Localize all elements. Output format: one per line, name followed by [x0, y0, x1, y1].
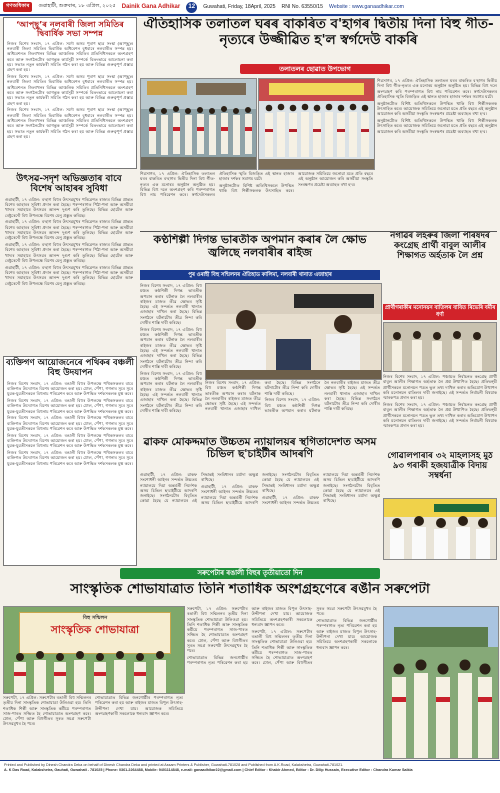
story-apsu-headline: ‘আপ্ছু’ৰ নলবাৰী জিলা সমিতিৰ দ্বিবাৰ্ষিক সভা সম্পন্ন: [16, 19, 124, 39]
story-travellers-bihu: [3, 356, 137, 566]
center-body-right: নিজৰ বিশেষ সংবাদ, ১৭ এপ্ৰিল: বিহু মঞ্চত কণ্ঠশিল্পী দিগন্ত ভাৰতীক অপমান কৰাৰ ঘটনাক লৈ নলবাৰীৰ ৰাইজৰ মাজত তীব্ৰ ক্ষোভৰ সৃষ্টি হৈছে। এই সন্দৰ্ভত নলবাৰী থানাত এজাহাৰ দাখিল কৰা হৈছে। বিভিন্ন সংগঠনে ঘটনাটোৰ তীব্ৰ নিন্দা কৰি দোষীৰ শাস্তি দাবী কৰিছে। নিজৰ বিশেষ সংবাদ, ১৭ এপ্ৰিল: বিহু মঞ্চত কণ্ঠশিল্পী দিগন্ত ভাৰতীক অপমান কৰাৰ ঘটনাক লৈ নলবাৰীৰ ৰাইজৰ মাজত তীব্ৰ ক্ষোভৰ সৃষ্টি হৈছে। এই সন্দৰ্ভত নলবাৰী থানাত এজাহাৰ দাখিল কৰা হৈছে। বিভিন্ন সংগঠনে ঘটনাটোৰ তীব্ৰ নিন্দা কৰি দোষীৰ শাস্তি দাবী কৰিছে।: [205, 380, 380, 413]
paper-name: Dainik Gana Adhikar: [121, 4, 181, 10]
right-story-2-headline: গোৱালপাৰাৰ ৩২ মহিলাসহ মুঠ ৯৩ গৰাকী হজযাত্ৰীক বিদায় সম্বৰ্ধনা: [387, 452, 493, 481]
center-headline: কণ্ঠশিল্পী দিগন্ত ভাৰতীক অপমান কৰাৰ লৈ ক্ষোভ জ্বলিছে নলবাৰীৰ ৰাইজ: [153, 234, 367, 259]
story-apsu-body: নিজৰ বিশেষ সংবাদ, ১৭ এপ্ৰিল: সদৌ অসম পুৰাণ ছাত্ৰ সংস্থা (আপ্ছু)ৰ নলবাৰী জিলা সমিতিৰ দ্বিবাৰ্ষিক অধিবেশন বুধবাৰে নলবাৰীত সম্পন্ন হয়। অধিবেশনত জিলাখনৰ বিভিন্ন আঞ্চলিক সমিতিৰ প্ৰতিনিধিসকলে অংশগ্ৰহণ কৰে আৰু সংগঠনটোৰ আগন্তুক কাৰ্যসূচী সম্পৰ্কে বিতংভাৱে আলোচনা কৰা হয়। সভাত নতুন কাৰ্যকৰী সমিতি গঠন কৰা হয় আৰু বিভিন্ন গুৰুত্বপূৰ্ণ প্ৰস্তাৱ গ্ৰহণ কৰা হয়। নিজৰ বিশেষ সংবাদ, ১৭ এপ্ৰিল: সদৌ অসম পুৰাণ ছাত্ৰ সংস্থা (আপ্ছু)ৰ নলবাৰী জিলা সমিতিৰ দ্বিবাৰ্ষিক অধিবেশন বুধবাৰে নলবাৰীত সম্পন্ন হয়। অধিবেশনত জিলাখনৰ বিভিন্ন আঞ্চলিক সমিতিৰ প্ৰতিনিধিসকলে অংশগ্ৰহণ কৰে আৰু সংগঠনটোৰ আগন্তুক কাৰ্যসূচী সম্পৰ্কে বিতংভাৱে আলোচনা কৰা হয়। সভাত নতুন কাৰ্যকৰী সমিতি গঠন কৰা হয় আৰু বিভিন্ন গুৰুত্বপূৰ্ণ প্ৰস্তাৱ গ্ৰহণ কৰা হয়। নিজৰ বিশেষ সংবাদ, ১৭ এপ্ৰিল: সদৌ অসম পুৰাণ ছাত্ৰ সংস্থা (আপ্ছু)ৰ নলবাৰী জিলা সমিতিৰ দ্বিবাৰ্ষিক অধিবেশন বুধবাৰে নলবাৰীত সম্পন্ন হয়। অধিবেশনত জিলাখনৰ বিভিন্ন আঞ্চলিক সমিতিৰ প্ৰতিনিধিসকলে অংশগ্ৰহণ কৰে আৰু সংগঠনটোৰ আগন্তুক কাৰ্যসূচী সম্পৰ্কে বিতংভাৱে আলোচনা কৰা হয়। সভাত নতুন কাৰ্যকৰী সমিতি গঠন কৰা হয় আৰু বিভিন্ন গুৰুত্বপূৰ্ণ প্ৰস্তাৱ গ্ৰহণ কৰা হয়।: [7, 40, 133, 139]
right-story-1: [383, 232, 497, 450]
bottom-banner: সৰুপেটাৰ ৰঙালী বিহুৰ তৃতীয়াতো দিন: [120, 568, 380, 579]
story-festival-food-headline: উৎসৱ-সদৃশ অভিজ্ঞতাৰ বাবে বিশেষ আহাৰৰ সুবিধা: [16, 174, 122, 195]
court-headline: ৱাকফ মোকদ্দমাত উচ্চতম ন্যায়ালয়ৰ স্থগিতাদেশত অসম চিভিল ছ'চাইটীৰ আদৰণি: [143, 436, 377, 461]
rni-number: RNI No. 63550/15: [281, 4, 324, 10]
bottom-right-photo: [383, 606, 499, 759]
website-link[interactable]: Website : www.ganaadhikar.com: [329, 4, 404, 10]
footer-contact: A. K Das Road, Kalakshetra, Gauhati, Guwahati - 781025 | Phone: 0361-2264488, Mobile: 9401114848, e-mail: ganaadhikar22@gmail.com | Chief Editor : Khabir Ahmed, Editor : Dr. Dilip Hussain, Executive Editor : Chandra Kumar Saikia: [4, 767, 413, 772]
masthead: [0, 0, 500, 16]
right-story-1-headline: নগাঁৱৰ লহৰুৰ জিলা পৰিষদৰ কংগ্ৰেছ প্ৰাৰ্থী বাবুল আলীৰ শিক্ষাগত অৰ্হতাক লৈ প্ৰশ্ন: [390, 232, 490, 261]
date-assamese: গুৱাহাটী, শুক্ৰবাৰ, ১৮ এপ্ৰিল, ২০২৫: [38, 3, 116, 9]
story-apsu: [3, 17, 137, 169]
footer-imprint: Printed and Published by Dinesh Chandra Deka on behalf of Dinesh Chandra Deka and printed at Assam Printers & Publisher, Guwahati-781028 and Published from A.K.Road, Kalakshetra, Guwahati-781021.: [4, 763, 344, 767]
right-story-2: [383, 452, 497, 564]
bottom-body-under-photo: সৰুপেটা, ১৭ এপ্ৰিল: সৰুপেটাৰ ৰঙালী বিহু সন্মিলনৰ তৃতীয় দিনা সাংস্কৃতিক শোভাযাত্ৰা উলিওৱা হয়। তিনি শতাধিক শিল্পী আৰু সাংস্কৃতিক কৰ্মীয়ে পৰম্পৰাগত সাজ-পাৰত সজ্জিত হৈ শোভাযাত্ৰাত অংশগ্ৰহণ কৰে। ঢোল, পেঁপা আৰু বিহুগীতৰ সুৰত সমগ্ৰ সৰুপেটা উৎসৱমুখৰ হৈ পৰে। শোভাযাত্ৰাত বিভিন্ন জনগোষ্ঠীৰ পৰম্পৰাগত নৃত্য পৰিৱেশন কৰা হয় আৰু ৰাইজৰ মাজত বিপুল উৎসাহ-উদ্দীপনা দেখা যায়। আয়োজক সমিতিয়ে অংশগ্ৰহণকাৰী সকলোকে ধন্যবাদ জ্ঞাপন কৰে।: [3, 695, 183, 727]
lead-side-body: শিৱসাগৰ, ১৭ এপ্ৰিল: ঐতিহাসিক তলাতল ঘৰৰ বাকৰিত ব'হাগৰ দ্বিতীয় দিনা বিহু গীত-নৃত্যৰ এক মনোৰম অনুষ্ঠান অনুষ্ঠিত হয়। বিভিন্ন বিহু দলে অংশগ্ৰহণ কৰি পৰম্পৰাগত বিহু নাচ পৰিৱেশন কৰে। স্বৰ্গদেউসকলৰ ঐতিহাসিক স্মৃতি বিজড়িত এই স্থানত হাজাৰ হাজাৰ দৰ্শকৰ সমাগম ঘটে। অনুষ্ঠানটোত বিশিষ্ট অতিথিসকলে উপস্থিত থাকি বিহু শিল্পীসকলক উৎসাহিত কৰে। আয়োজক সমিতিয়ে জনোৱা মতে প্ৰতি বছৰে এই অনুষ্ঠান আয়োজন কৰি অসমীয়া সংস্কৃতি সংৰক্ষণৰ প্ৰচেষ্টা অব্যাহত ৰখা হ'ব। অনুষ্ঠানটোত বিশিষ্ট অতিথিসকলে উপস্থিত থাকি বিহু শিল্পীসকলক উৎসাহিত কৰে। আয়োজক সমিতিয়ে জনোৱা মতে প্ৰতি বছৰে এই অনুষ্ঠান আয়োজন কৰি অসমীয়া সংস্কৃতি সংৰক্ষণৰ প্ৰচেষ্টা অব্যাহত ৰখা হ'ব।: [377, 78, 497, 134]
footer: [0, 760, 500, 793]
center-body-left: নিজৰ বিশেষ সংবাদ, ১৭ এপ্ৰিল: বিহু মঞ্চত কণ্ঠশিল্পী দিগন্ত ভাৰতীক অপমান কৰাৰ ঘটনাক লৈ নলবাৰীৰ ৰাইজৰ মাজত তীব্ৰ ক্ষোভৰ সৃষ্টি হৈছে। এই সন্দৰ্ভত নলবাৰী থানাত এজাহাৰ দাখিল কৰা হৈছে। বিভিন্ন সংগঠনে ঘটনাটোৰ তীব্ৰ নিন্দা কৰি দোষীৰ শাস্তি দাবী কৰিছে। নিজৰ বিশেষ সংবাদ, ১৭ এপ্ৰিল: বিহু মঞ্চত কণ্ঠশিল্পী দিগন্ত ভাৰতীক অপমান কৰাৰ ঘটনাক লৈ নলবাৰীৰ ৰাইজৰ মাজত তীব্ৰ ক্ষোভৰ সৃষ্টি হৈছে। এই সন্দৰ্ভত নলবাৰী থানাত এজাহাৰ দাখিল কৰা হৈছে। বিভিন্ন সংগঠনে ঘটনাটোৰ তীব্ৰ নিন্দা কৰি দোষীৰ শাস্তি দাবী কৰিছে। নিজৰ বিশেষ সংবাদ, ১৭ এপ্ৰিল: বিহু মঞ্চত কণ্ঠশিল্পী দিগন্ত ভাৰতীক অপমান কৰাৰ ঘটনাক লৈ নলবাৰীৰ ৰাইজৰ মাজত তীব্ৰ ক্ষোভৰ সৃষ্টি হৈছে। এই সন্দৰ্ভত নলবাৰী থানাত এজাহাৰ দাখিল কৰা হৈছে। বিভিন্ন সংগঠনে ঘটনাটোৰ তীব্ৰ নিন্দা কৰি দোষীৰ শাস্তি দাবী কৰিছে।: [140, 283, 202, 413]
lead-banner: তলাতলৰ ছোৱাত উপভোগ: [240, 64, 390, 74]
right-story-2-photo: [383, 498, 497, 560]
page-number: 12: [186, 2, 197, 13]
story-festival-food-body: গুৱাহাটী, ১৭ এপ্ৰিল: ব'হাগ বিহুৰ উৎসৱমুখৰ পৰিৱেশত ৰাজ্যৰ বিভিন্ন প্ৰান্তত বিশেষ আহাৰৰ সুবিধা প্ৰদান কৰা হৈছে। পৰম্পৰাগত পিঠা-পনা আৰু অসমীয়া খাদ্যৰ সমাহাৰে উৎসৱৰ আনন্দ দুগুণ কৰি তুলিছে। বিভিন্ন হোটেল আৰু ৰেষ্টুৰেণ্টে বিহু উপলক্ষে বিশেষ মেনু প্ৰস্তুত কৰিছে। গুৱাহাটী, ১৭ এপ্ৰিল: ব'হাগ বিহুৰ উৎসৱমুখৰ পৰিৱেশত ৰাজ্যৰ বিভিন্ন প্ৰান্তত বিশেষ আহাৰৰ সুবিধা প্ৰদান কৰা হৈছে। পৰম্পৰাগত পিঠা-পনা আৰু অসমীয়া খাদ্যৰ সমাহাৰে উৎসৱৰ আনন্দ দুগুণ কৰি তুলিছে। বিভিন্ন হোটেল আৰু ৰেষ্টুৰেণ্টে বিহু উপলক্ষে বিশেষ মেনু প্ৰস্তুত কৰিছে। গুৱাহাটী, ১৭ এপ্ৰিল: ব'হাগ বিহুৰ উৎসৱমুখৰ পৰিৱেশত ৰাজ্যৰ বিভিন্ন প্ৰান্তত বিশেষ আহাৰৰ সুবিধা প্ৰদান কৰা হৈছে। পৰম্পৰাগত পিঠা-পনা আৰু অসমীয়া খাদ্যৰ সমাহাৰে উৎসৱৰ আনন্দ দুগুণ কৰি তুলিছে। বিভিন্ন হোটেল আৰু ৰেষ্টুৰেণ্টে বিহু উপলক্ষে বিশেষ মেনু প্ৰস্তুত কৰিছে। গুৱাহাটী, ১৭ এপ্ৰিল: ব'হাগ বিহুৰ উৎসৱমুখৰ পৰিৱেশত ৰাজ্যৰ বিভিন্ন প্ৰান্তত বিশেষ আহাৰৰ সুবিধা প্ৰদান কৰা হৈছে। পৰম্পৰাগত পিঠা-পনা আৰু অসমীয়া খাদ্যৰ সমাহাৰে উৎসৱৰ আনন্দ দুগুণ কৰি তুলিছে। বিভিন্ন হোটেল আৰু ৰেষ্টুৰেণ্টে বিহু উপলক্ষে বিশেষ মেনু প্ৰস্তুত কৰিছে।: [5, 196, 133, 286]
center-photo: [205, 283, 382, 380]
lead-photo-1: [140, 78, 257, 170]
bottom-photo-sign-top: বিহু সন্মিলন: [82, 615, 108, 621]
right-story-1-body: নিজৰ বিশেষ সংবাদ, ১৭ এপ্ৰিল: পঞ্চায়ত নিৰ্বাচনত কংগ্ৰেছ প্ৰাৰ্থী বাবুল আলীৰ শিক্ষাগত অৰ্হতাক লৈ প্ৰশ্ন উত্থাপিত হৈছে। প্ৰতিদ্বন্দ্বী প্ৰাৰ্থীসকলে মনোনয়ন পত্ৰত ভুল তথ্য দাখিল কৰাৰ অভিযোগ উত্থাপন কৰি মনোনয়ন বাতিলৰ দাবী জনাইছে। এই সন্দৰ্ভত নিৰ্বাচনী বিষয়াক স্মাৰকপত্ৰ প্ৰদান কৰা হয়। নিজৰ বিশেষ সংবাদ, ১৭ এপ্ৰিল: পঞ্চায়ত নিৰ্বাচনত কংগ্ৰেছ প্ৰাৰ্থী বাবুল আলীৰ শিক্ষাগত অৰ্হতাক লৈ প্ৰশ্ন উত্থাপিত হৈছে। প্ৰতিদ্বন্দ্বী প্ৰাৰ্থীসকলে মনোনয়ন পত্ৰত ভুল তথ্য দাখিল কৰাৰ অভিযোগ উত্থাপন কৰি মনোনয়ন বাতিলৰ দাবী জনাইছে। এই সন্দৰ্ভত নিৰ্বাচনী বিষয়াক স্মাৰকপত্ৰ প্ৰদান কৰা হয়।: [383, 374, 497, 429]
date-english: Guwahati, Friday, 18April, 2025: [203, 4, 276, 10]
right-story-1-banner: প্ৰাৰ্থীগৰাকীৰ মনোনয়ন বাতিলৰ বাবিত ৰিভেৰি বৰ্মীৰ ধৰ্ণা: [384, 305, 496, 318]
paper-logo: গণঅধিকাৰ: [3, 2, 32, 12]
lead-photo-2: [258, 78, 375, 170]
lead-headline: ঐতিহাসিক তলাতল ঘৰৰ বাকৰিত ব'হাগৰ দ্বিতীয় দিনা বিহু গীত-নৃত্যৰে উজ্জীৱিত হ'ল স্বৰ্গদেউ বাকৰি: [143, 17, 494, 48]
story-travellers-headline: ব্যক্তিগণ আয়োজনেৰে পথিকৰ বঞ্চলী বিহু উদযাপন: [6, 358, 134, 378]
story-festival-food: [3, 172, 135, 352]
bottom-body: সৰুপেটা, ১৭ এপ্ৰিল: সৰুপেটাৰ ৰঙালী বিহু সন্মিলনৰ তৃতীয় দিনা সাংস্কৃতিক শোভাযাত্ৰা উলিওৱা হয়। তিনি শতাধিক শিল্পী আৰু সাংস্কৃতিক কৰ্মীয়ে পৰম্পৰাগত সাজ-পাৰত সজ্জিত হৈ শোভাযাত্ৰাত অংশগ্ৰহণ কৰে। ঢোল, পেঁপা আৰু বিহুগীতৰ সুৰত সমগ্ৰ সৰুপেটা উৎসৱমুখৰ হৈ পৰে। শোভাযাত্ৰাত বিভিন্ন জনগোষ্ঠীৰ পৰম্পৰাগত নৃত্য পৰিৱেশন কৰা হয় আৰু ৰাইজৰ মাজত বিপুল উৎসাহ-উদ্দীপনা দেখা যায়। আয়োজক সমিতিয়ে অংশগ্ৰহণকাৰী সকলোকে ধন্যবাদ জ্ঞাপন কৰে। সৰুপেটা, ১৭ এপ্ৰিল: সৰুপেটাৰ ৰঙালী বিহু সন্মিলনৰ তৃতীয় দিনা সাংস্কৃতিক শোভাযাত্ৰা উলিওৱা হয়। তিনি শতাধিক শিল্পী আৰু সাংস্কৃতিক কৰ্মীয়ে পৰম্পৰাগত সাজ-পাৰত সজ্জিত হৈ শোভাযাত্ৰাত অংশগ্ৰহণ কৰে। ঢোল, পেঁপা আৰু বিহুগীতৰ সুৰত সমগ্ৰ সৰুপেটা উৎসৱমুখৰ হৈ পৰে। শোভাযাত্ৰাত বিভিন্ন জনগোষ্ঠীৰ পৰম্পৰাগত নৃত্য পৰিৱেশন কৰা হয় আৰু ৰাইজৰ মাজত বিপুল উৎসাহ-উদ্দীপনা দেখা যায়। আয়োজক সমিতিয়ে অংশগ্ৰহণকাৰী সকলোকে ধন্যবাদ জ্ঞাপন কৰে।: [187, 606, 377, 666]
center-banner: পুৰ ওৰাহী বিহু সন্মিলনৰ ঐতিহাড কালিমা, নলবাৰী থানাত এজাহাৰ: [140, 270, 380, 280]
right-story-1-photo: [383, 322, 497, 372]
court-body: গুৱাহাটী, ১৭ এপ্ৰিল: ৱাকফ সংশোধনী আইনৰ সন্দৰ্ভত উচ্চতম ন্যায়ালয়ে দিয়া অন্তৰ্বৰ্তী নিৰ্দেশক অসম চিভিল ছ'চাইটীয়ে আদৰণি জনাইছে। সংগঠনটোৰ বিবৃতিত কোৱা হৈছে যে ন্যায়ালয়ৰ এই সিদ্ধান্তই সংবিধানৰ মৰ্যাদা অক্ষুণ্ণ ৰাখিছে। গুৱাহাটী, ১৭ এপ্ৰিল: ৱাকফ সংশোধনী আইনৰ সন্দৰ্ভত উচ্চতম ন্যায়ালয়ে দিয়া অন্তৰ্বৰ্তী নিৰ্দেশক অসম চিভিল ছ'চাইটীয়ে আদৰণি জনাইছে। সংগঠনটোৰ বিবৃতিত কোৱা হৈছে যে ন্যায়ালয়ৰ এই সিদ্ধান্তই সংবিধানৰ মৰ্যাদা অক্ষুণ্ণ ৰাখিছে। গুৱাহাটী, ১৭ এপ্ৰিল: ৱাকফ সংশোধনী আইনৰ সন্দৰ্ভত উচ্চতম ন্যায়ালয়ে দিয়া অন্তৰ্বৰ্তী নিৰ্দেশক অসম চিভিল ছ'চাইটীয়ে আদৰণি জনাইছে। সংগঠনটোৰ বিবৃতিত কোৱা হৈছে যে ন্যায়ালয়ৰ এই সিদ্ধান্তই সংবিধানৰ মৰ্যাদা অক্ষুণ্ণ ৰাখিছে।: [140, 472, 380, 505]
bottom-photo-sign-main: সাংস্কৃতিক শোভাযাত্ৰা: [50, 624, 140, 636]
lead-body: শিৱসাগৰ, ১৭ এপ্ৰিল: ঐতিহাসিক তলাতল ঘৰৰ বাকৰিত ব'হাগৰ দ্বিতীয় দিনা বিহু গীত-নৃত্যৰ এক মনোৰম অনুষ্ঠান অনুষ্ঠিত হয়। বিভিন্ন বিহু দলে অংশগ্ৰহণ কৰি পৰম্পৰাগত বিহু নাচ পৰিৱেশন কৰে। স্বৰ্গদেউসকলৰ ঐতিহাসিক স্মৃতি বিজড়িত এই স্থানত হাজাৰ হাজাৰ দৰ্শকৰ সমাগম ঘটে। অনুষ্ঠানটোত বিশিষ্ট অতিথিসকলে উপস্থিত থাকি বিহু শিল্পীসকলক উৎসাহিত কৰে। আয়োজক সমিতিয়ে জনোৱা মতে প্ৰতি বছৰে এই অনুষ্ঠান আয়োজন কৰি অসমীয়া সংস্কৃতি সংৰক্ষণৰ প্ৰচেষ্টা অব্যাহত ৰখা হ'ব।: [140, 171, 373, 198]
bottom-headline: সাংস্কৃতিক শোভাযাত্ৰাত তিনি শতাধিক অংশগ্ৰহণেৰে ৰঙীন সৰুপেটা: [70, 582, 430, 597]
bottom-photo: [3, 606, 185, 694]
story-travellers-body: নিজৰ বিশেষ সংবাদ, ১৭ এপ্ৰিল: ৰঙালী বিহুৰ উপলক্ষে পথিকসকলৰ বাবে ব্যক্তিগত উদ্যোগত বিশেষ আয়োজন কৰা হয়। ঢোল, পেঁপা, গগনাৰ সুৰে সুৰে যুৱক-যুৱতীসকলে বিহুনাচ পৰিৱেশন কৰে আৰু উপস্থিত দৰ্শকসকলক মুগ্ধ কৰে। নিজৰ বিশেষ সংবাদ, ১৭ এপ্ৰিল: ৰঙালী বিহুৰ উপলক্ষে পথিকসকলৰ বাবে ব্যক্তিগত উদ্যোগত বিশেষ আয়োজন কৰা হয়। ঢোল, পেঁপা, গগনাৰ সুৰে সুৰে যুৱক-যুৱতীসকলে বিহুনাচ পৰিৱেশন কৰে আৰু উপস্থিত দৰ্শকসকলক মুগ্ধ কৰে। নিজৰ বিশেষ সংবাদ, ১৭ এপ্ৰিল: ৰঙালী বিহুৰ উপলক্ষে পথিকসকলৰ বাবে ব্যক্তিগত উদ্যোগত বিশেষ আয়োজন কৰা হয়। ঢোল, পেঁপা, গগনাৰ সুৰে সুৰে যুৱক-যুৱতীসকলে বিহুনাচ পৰিৱেশন কৰে আৰু উপস্থিত দৰ্শকসকলক মুগ্ধ কৰে। নিজৰ বিশেষ সংবাদ, ১৭ এপ্ৰিল: ৰঙালী বিহুৰ উপলক্ষে পথিকসকলৰ বাবে ব্যক্তিগত উদ্যোগত বিশেষ আয়োজন কৰা হয়। ঢোল, পেঁপা, গগনাৰ সুৰে সুৰে যুৱক-যুৱতীসকলে বিহুনাচ পৰিৱেশন কৰে আৰু উপস্থিত দৰ্শকসকলক মুগ্ধ কৰে। নিজৰ বিশেষ সংবাদ, ১৭ এপ্ৰিল: ৰঙালী বিহুৰ উপলক্ষে পথিকসকলৰ বাবে ব্যক্তিগত উদ্যোগত বিশেষ আয়োজন কৰা হয়। ঢোল, পেঁপা, গগনাৰ সুৰে সুৰে যুৱক-যুৱতীসকলে বিহুনাচ পৰিৱেশন কৰে আৰু উপস্থিত দৰ্শকসকলক মুগ্ধ কৰে।: [7, 380, 133, 466]
